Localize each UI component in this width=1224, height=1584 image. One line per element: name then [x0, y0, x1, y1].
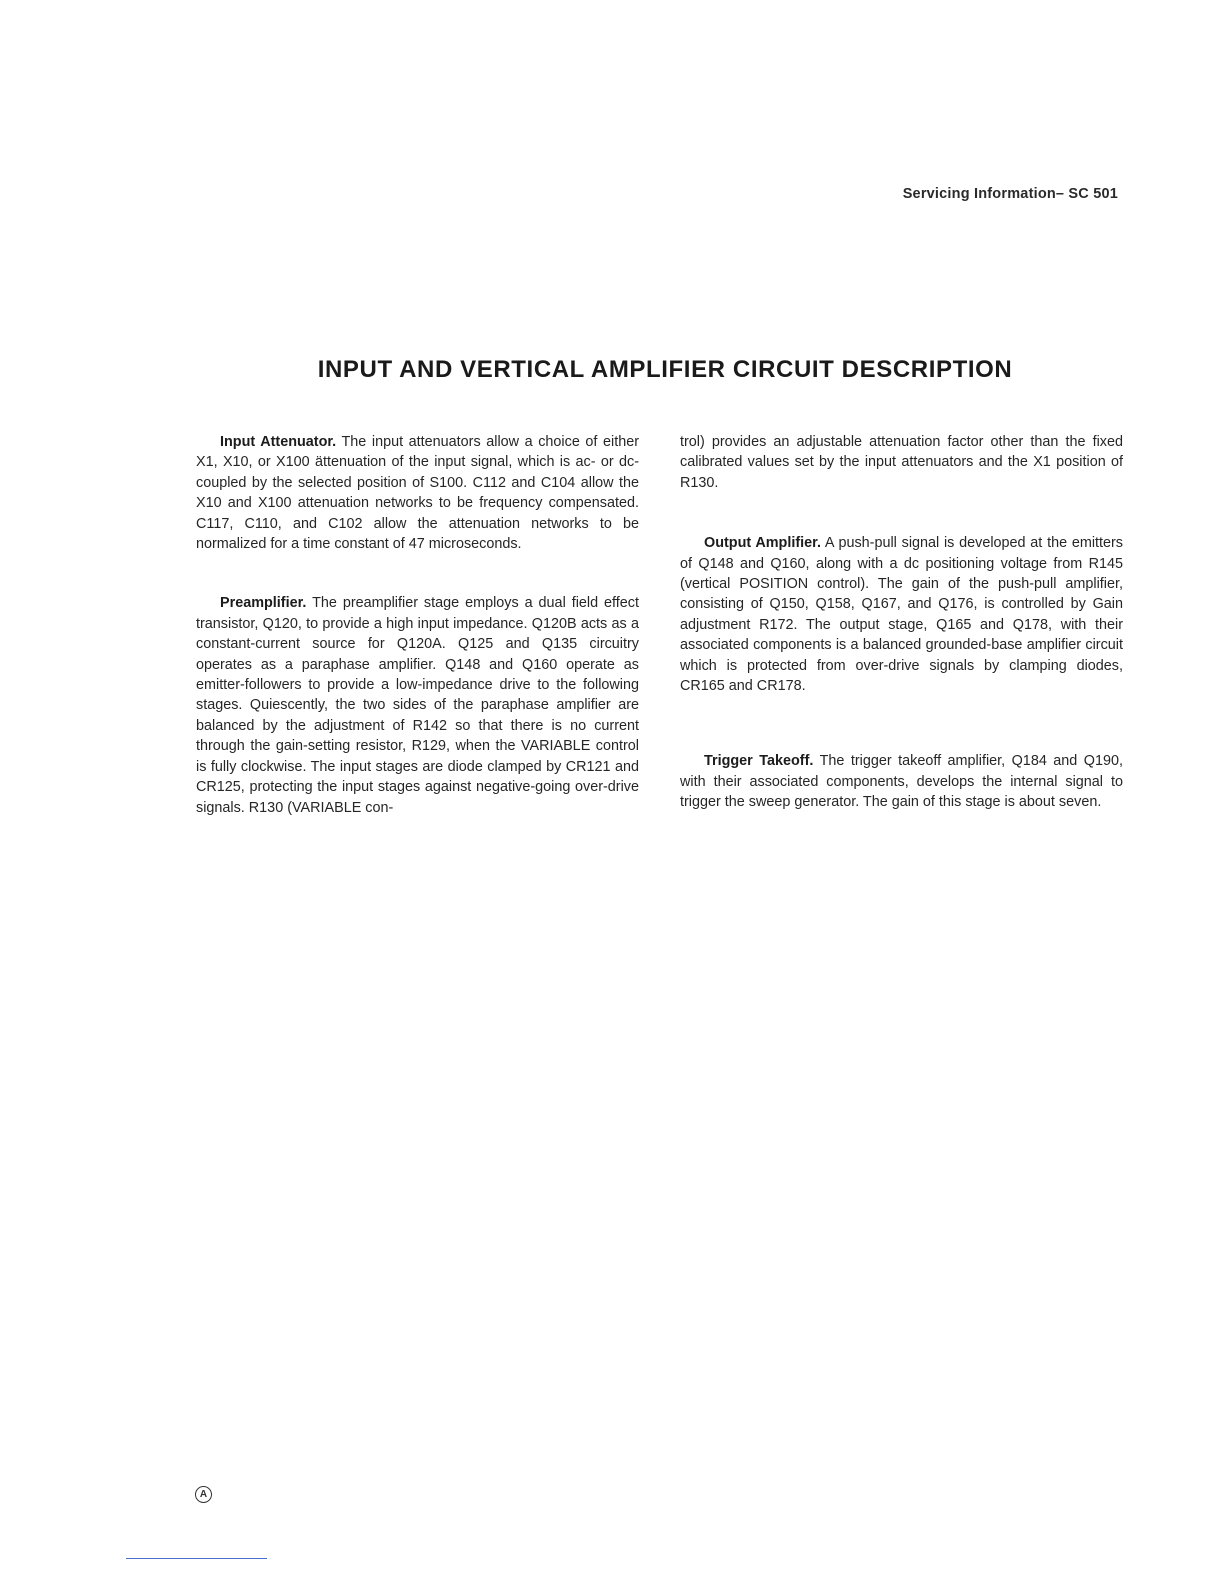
trigger-takeoff-body: The trigger takeoff amplifier, Q184 and Q190, with their associated components, develops the internal signal to trigger the sweep generator. The gain of this stage is about seven.: [680, 753, 1123, 811]
input-attenuator-heading: Input Attenuator.: [220, 434, 337, 450]
trigger-takeoff-heading: Trigger Takeoff.: [704, 753, 814, 770]
output-amplifier-body: A push-pull signal is developed at the emitters of Q148 and Q160, along with a dc positioning voltage from R145 (vertical POSITION control). The gain of the push-pull amplifier, consisting of Q150, Q158, Q167, and Q176, is controlled by Gain adjustment R172. The output stage, Q165 and Q178, with their associated components is a balanced grounded-base amplifier circuit which is protected from over-drive signals by clamping diodes, CR165 and CR178.: [680, 535, 1124, 695]
preamplifier-body: The preamplifier stage employs a dual field effect transistor, Q120, to provide a high input impedance. Q120B acts as a constant-current source for Q120A. Q125 and Q135 circuitry operates as a paraphase amplifier. Q148 and Q160 operate as emitter-followers to provide a low-impedance drive to the following stages. Quiescently, the two sides of the paraphase amplifier are balanced by the adjustment of R142 so that there is no current through the gain-setting resistor, R129, when the VARIABLE control is fully clockwise. The input stages are diode clamped by CR121 and CR125, protecting the input stages against negative-going over-drive signals. R130 (VARIABLE con-: [196, 595, 639, 816]
input-attenuator-body: The input attenuators allow a choice of either X1, X10, or X100 ättenuation of the input signal, which is ac- or dc-coupled by the selected position of S100. C112 and C104 allow the X10 and X100 attenuation networks to be frequency compensated. C117, C110, and C102 allow the attenuation networks to be normalized for a time constant of 47 microseconds.: [196, 434, 639, 553]
output-amplifier-heading: Output Amplifier.: [704, 535, 821, 552]
preamplifier-heading: Preamplifier.: [220, 595, 307, 612]
preamplifier-continuation: trol) provides an adjustable attenuation factor other than the fixed calibrated values set by the input attenuators and the X1 position of R130.: [680, 434, 1123, 491]
trigger-takeoff-paragraph: [680, 751, 1123, 812]
input-attenuator-paragraph: [196, 432, 639, 554]
text-column-left: [196, 432, 639, 818]
footer-rule: [126, 1558, 267, 1559]
page-title: INPUT AND VERTICAL AMPLIFIER CIRCUIT DESCRIPTION: [317, 356, 1013, 383]
revision-mark-icon: A: [195, 1486, 212, 1503]
text-column-right: [680, 432, 1123, 813]
output-amplifier-paragraph: [680, 533, 1123, 696]
running-header: Servicing Information– SC 501: [902, 186, 1118, 202]
preamplifier-paragraph: [196, 593, 639, 817]
